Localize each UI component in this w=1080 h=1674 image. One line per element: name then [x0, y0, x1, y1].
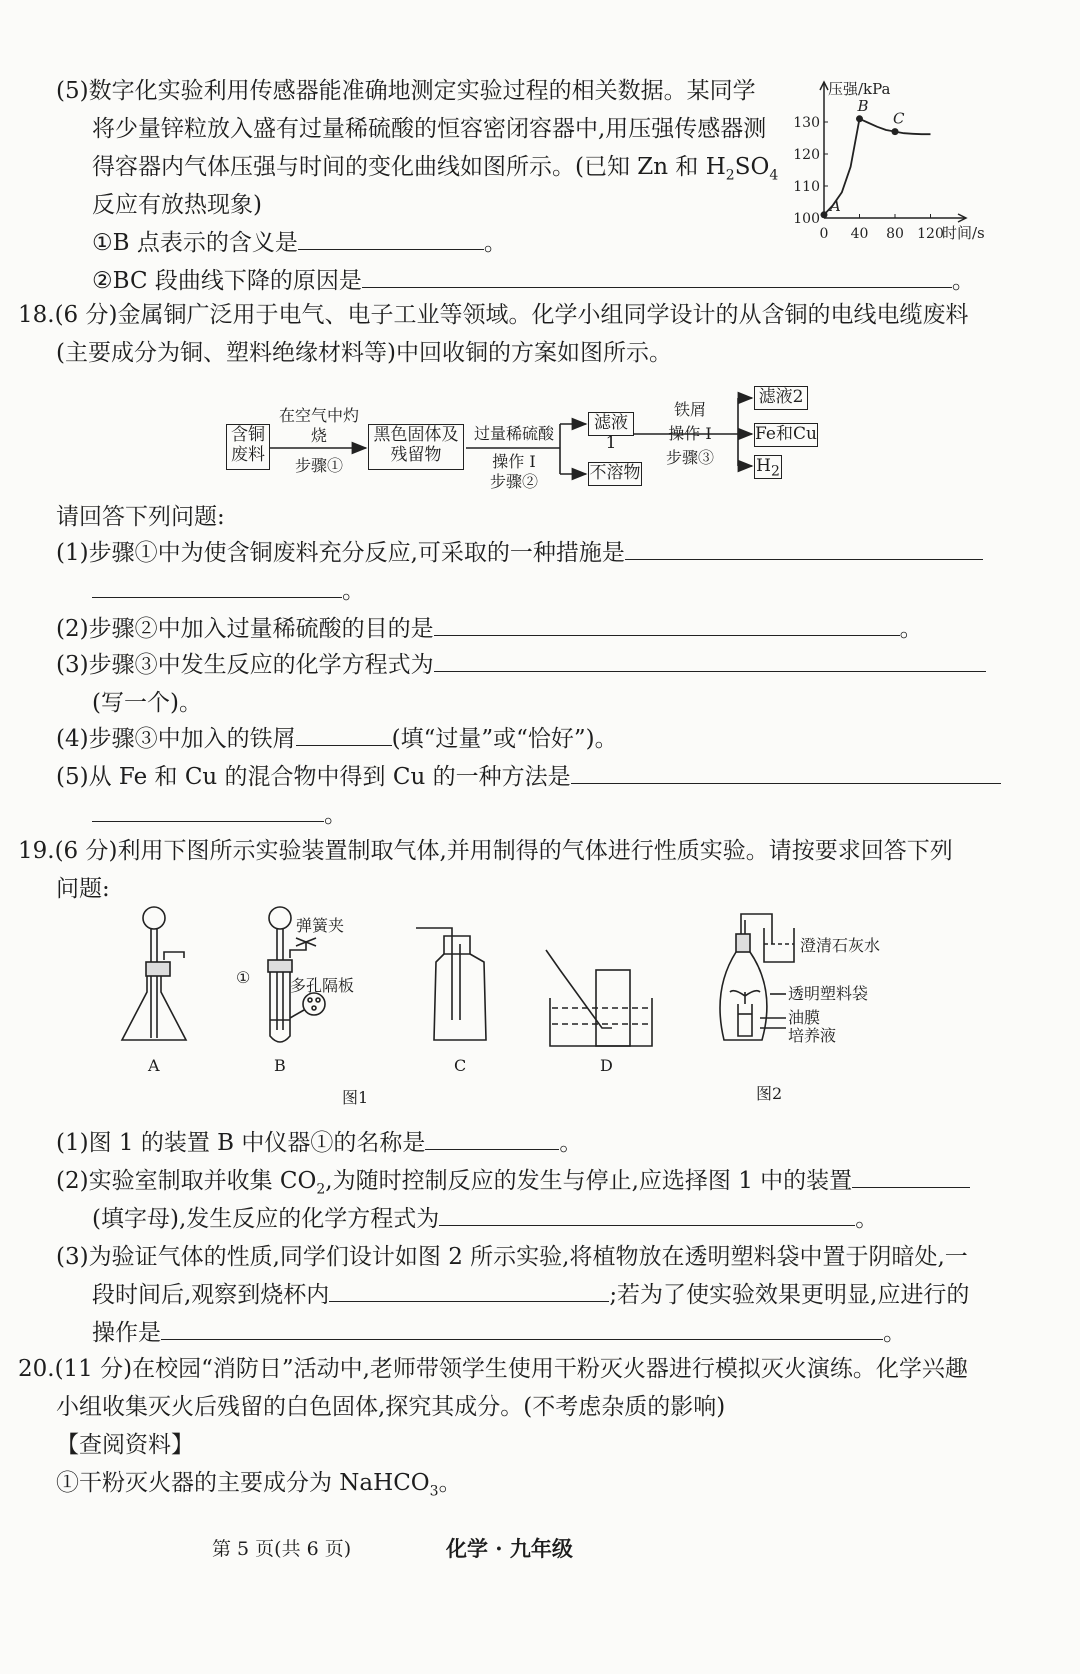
- y-tick-label: 130: [793, 115, 820, 131]
- flow-box-filtrate2: 滤液2: [754, 386, 808, 410]
- label-limewater: 澄清石灰水: [800, 936, 881, 955]
- q18-q4: (4)步骤③中加入的铁屑 (填“过量”或“恰好”)。: [56, 722, 618, 756]
- apparatus-c: [416, 928, 486, 1040]
- q19-q1: (1)图 1 的装置 B 中仪器①的名称是 。: [56, 1126, 582, 1160]
- label-culture-solution: 培养液: [788, 1026, 837, 1045]
- q18-q3-note: (写一个)。: [92, 690, 202, 716]
- q17-5-line2: 将少量锌粒放入盛有过量稀硫酸的恒容密闭容器中,用压强传感器测: [92, 116, 767, 142]
- q18-q1: (1)步骤①中为使含铜废料充分反应,可采取的一种措施是: [56, 536, 983, 570]
- q17-5-sub2: ②BC 段曲线下降的原因是 。: [92, 264, 975, 298]
- label-plastic-bag: 透明塑料袋: [788, 984, 869, 1003]
- x-axis-label: 时间/s: [942, 224, 985, 242]
- footer-page-number: 第 5 页(共 6 页): [212, 1538, 352, 1560]
- label-porous-plate: 多孔隔板: [290, 976, 355, 995]
- q18-q2: (2)步骤②中加入过量稀硫酸的目的是 。: [56, 612, 923, 646]
- label-oil-film: 油膜: [788, 1008, 821, 1027]
- point-label-c: C: [893, 109, 905, 128]
- copper-recovery-flowchart: [0, 0, 1080, 520]
- apparatus-fig2: [720, 914, 794, 1040]
- flow-arrow2-operation-label: 操作 I: [492, 452, 536, 471]
- q20-line1: 20.(11 分)在校园“消防日”活动中,老师带领学生使用干粉灭火器进行模拟灭火演练。化学兴趣: [18, 1356, 968, 1382]
- q18-q1-cont: 。: [92, 574, 365, 608]
- x-tick-label: 0: [819, 226, 829, 242]
- q19-line2: 问题:: [56, 876, 110, 902]
- label-fig1-a: A: [148, 1056, 160, 1075]
- y-tick-label: 100: [793, 211, 820, 227]
- flow-box-filtrate1: 滤液1: [588, 412, 634, 436]
- q19-q2-cont: (填字母),发生反应的化学方程式为 。: [92, 1202, 878, 1236]
- q17-5-line4: 反应有放热现象): [92, 192, 262, 218]
- label-spring-clip: 弹簧夹: [296, 916, 345, 935]
- flow-box-h2: $H_2$: [754, 455, 782, 479]
- label-fig1-c: C: [454, 1056, 467, 1075]
- apparatus-figures: [0, 900, 1080, 1120]
- q18-line1: 18.(6 分)金属铜广泛用于电气、电子工业等领域。化学小组同学设计的从含铜的电线电缆废料: [18, 302, 969, 328]
- flow-arrow2-top-label: 过量稀硫酸: [473, 424, 554, 443]
- q19-q3-line3: 操作是 。: [92, 1316, 906, 1350]
- q19-q2: (2)实验室制取并收集 $CO_2$,为随时控制反应的发生与停止,应选择图 1 中的装置: [56, 1164, 970, 1207]
- fig1-caption: 图1: [342, 1088, 369, 1107]
- q18-q5-cont: 。: [92, 798, 347, 832]
- fig2-caption: 图2: [756, 1084, 783, 1103]
- x-tick-label: 40: [850, 226, 869, 242]
- x-tick-label: 80: [886, 226, 904, 242]
- q20-item1: ①干粉灭火器的主要成分为 NaHCO$_3$。: [56, 1470, 462, 1500]
- q18-q3: (3)步骤③中发生反应的化学方程式为: [56, 648, 986, 682]
- label-instrument-1: ①: [236, 968, 251, 987]
- point-label-a: A: [830, 196, 841, 215]
- flow-box-copper-waste: 含铜废料: [226, 424, 270, 470]
- q18-intro: 请回答下列问题:: [56, 504, 225, 530]
- apparatus-a: [122, 907, 186, 1040]
- q20-line2: 小组收集灭火后残留的白色固体,探究其成分。(不考虑杂质的影响): [56, 1394, 726, 1420]
- q17-5-line3: 得容器内气体压强与时间的变化曲线如图所示。(已知 Zn 和 $H_2SO_4$: [92, 154, 779, 184]
- y-axis-label: 压强/kPa: [828, 80, 891, 98]
- q19-line1: 19.(6 分)利用下图所示实验装置制取气体,并用制得的气体进行性质实验。请按要求回答下列: [18, 838, 953, 864]
- q17-5-sub1: ①B 点表示的含义是 。: [92, 226, 507, 260]
- flow-box-fe-cu: Fe和Cu: [754, 423, 818, 447]
- q18-line2: (主要成分为铜、塑料绝缘材料等)中回收铜的方案如图所示。: [56, 340, 672, 366]
- flow-arrow2-step-label: 步骤②: [489, 472, 538, 491]
- flow-arrow3-operation-label: 操作 I: [668, 424, 712, 443]
- flow-arrow1-top-label: 在空气中灼烧: [278, 406, 359, 445]
- flow-arrow1-step-label: 步骤①: [294, 456, 343, 475]
- label-fig1-b: B: [274, 1056, 286, 1075]
- flow-box-black-solid: 黑色固体及残留物: [368, 424, 464, 470]
- point-label-b: B: [857, 96, 869, 115]
- q19-q3-line1: (3)为验证气体的性质,同学们设计如图 2 所示实验,将植物放在透明塑料袋中置于阴暗处,一: [56, 1244, 968, 1270]
- q19-q3-line2: 段时间后,观察到烧杯内 ;若为了使实验效果更明显,应进行的: [92, 1278, 969, 1312]
- flow-box-insoluble: 不溶物: [588, 462, 642, 486]
- label-fig1-d: D: [600, 1056, 613, 1075]
- apparatus-d: [546, 950, 652, 1046]
- footer-subject: 化学 · 九年级: [446, 1536, 573, 1561]
- q18-q5: (5)从 Fe 和 Cu 的混合物中得到 Cu 的一种方法是: [56, 760, 1001, 794]
- y-tick-label: 110: [793, 179, 820, 195]
- flow-arrow3-top-label: 铁屑: [673, 400, 706, 419]
- q17-5-line1: (5)数字化实验利用传感器能准确地测定实验过程的相关数据。某同学: [56, 78, 756, 104]
- x-tick-label: 120: [917, 226, 944, 242]
- y-tick-label: 120: [793, 147, 820, 163]
- flow-arrow3-step-label: 步骤③: [665, 448, 714, 467]
- q20-heading: 【查阅资料】: [56, 1432, 194, 1458]
